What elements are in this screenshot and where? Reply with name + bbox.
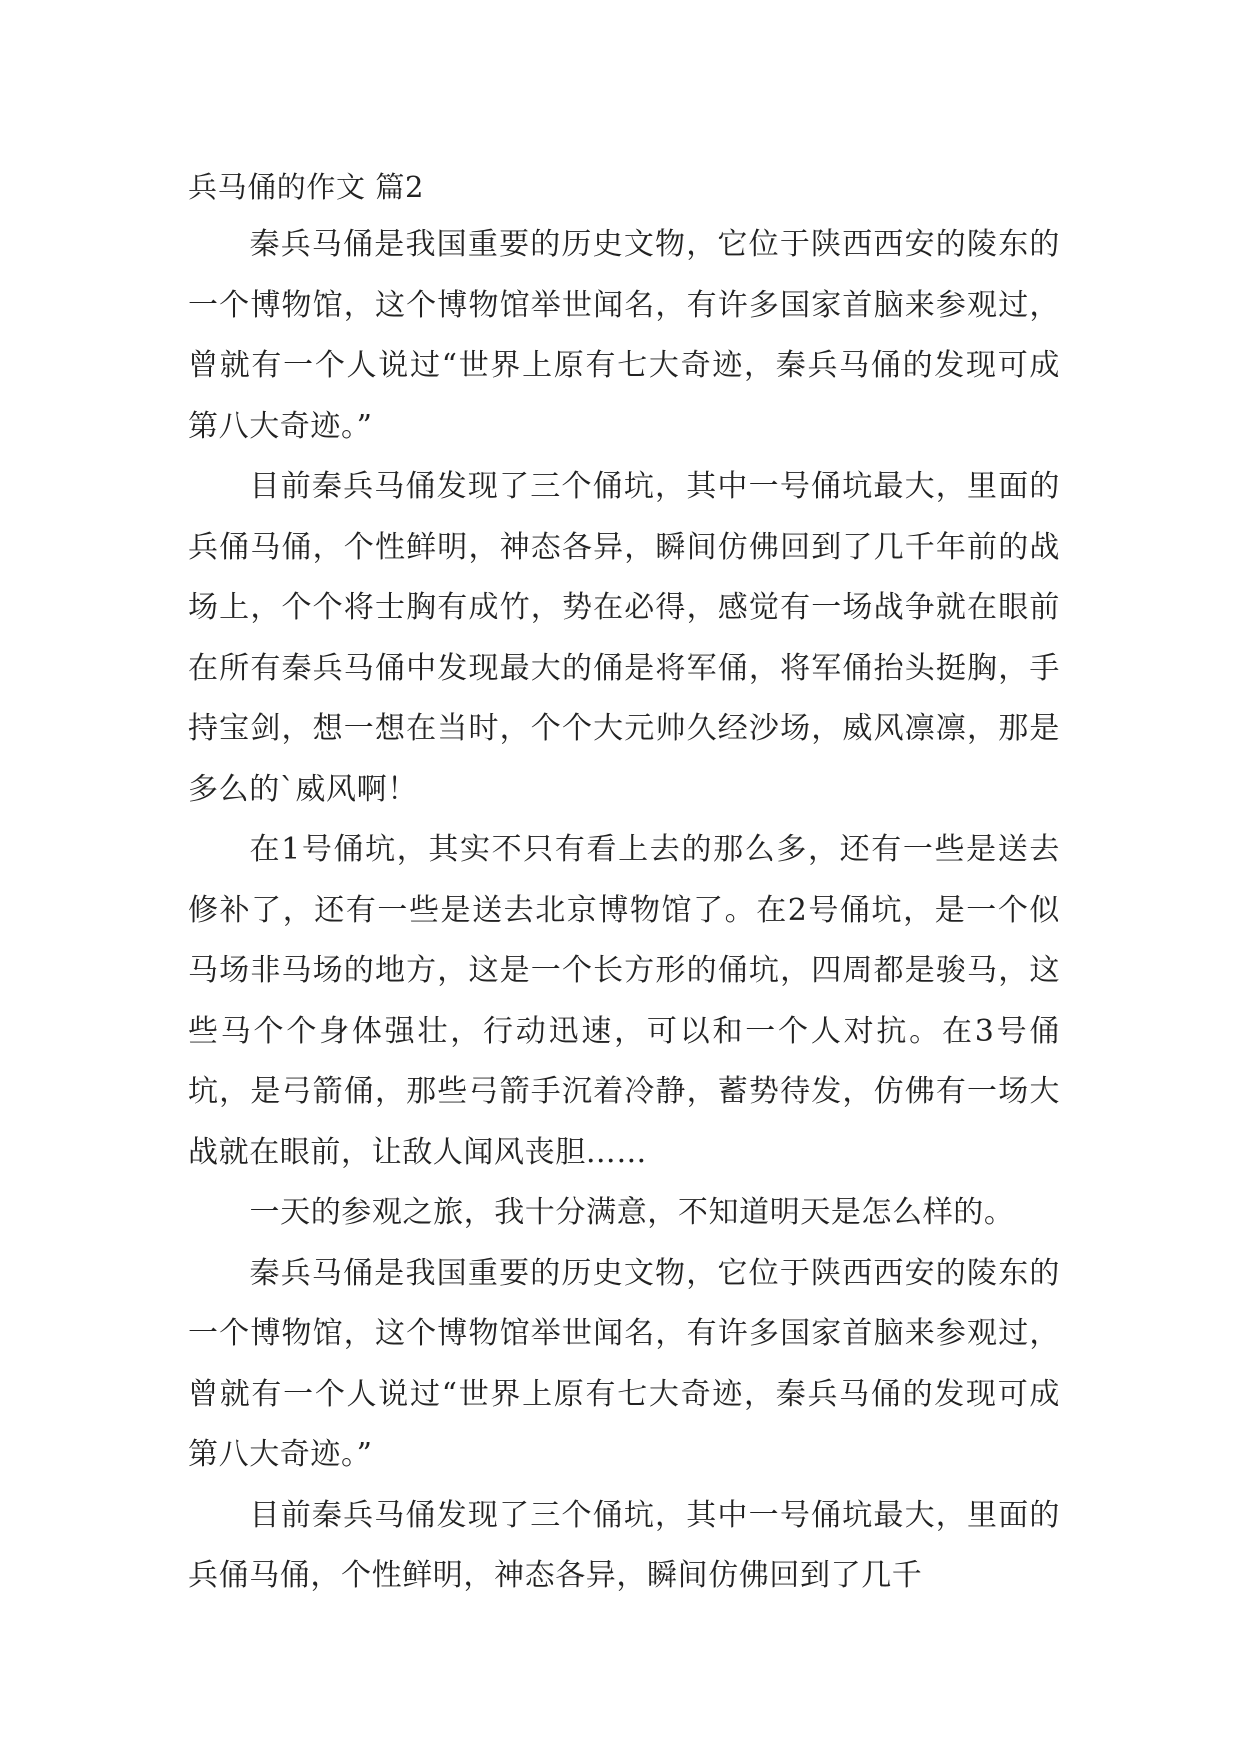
essay-paragraph: 秦兵马俑是我国重要的历史文物，它位于陕西西安的陵东的一个博物馆，这个博物馆举世闻名，有许多国家首脑来参观过，曾就有一个人说过“世界上原有七大奇迹，秦兵马俑的发现可成第八大奇迹。” <box>188 227 1060 444</box>
essay-paragraph: 一天的参观之旅，我十分满意，不知道明天是怎么样的。 <box>249 1195 1015 1230</box>
essay-paragraph: 在1号俑坑，其实不只有看上去的那么多，还有一些是送去修补了，还有一些是送去北京博物馆了。在2号俑坑，是一个似马场非马场的地方，这是一个长方形的俑坑，四周都是骏马，这些马个个身体强壮，行动迅速，可以和一个人对抗。在3号俑坑，是弓箭俑，那些弓箭手沉着冷静，蓄势待发，仿佛有一场大战就在眼前，让敌人闻风丧胆…… <box>188 832 1060 1170</box>
essay-paragraph: 秦兵马俑是我国重要的历史文物，它位于陕西西安的陵东的一个博物馆，这个博物馆举世闻名，有许多国家首脑来参观过，曾就有一个人说过“世界上原有七大奇迹，秦兵马俑的发现可成第八大奇迹。” <box>188 1255 1060 1472</box>
essay-paragraph: 目前秦兵马俑发现了三个俑坑，其中一号俑坑最大，里面的兵俑马俑，个性鲜明，神态各异，瞬间仿佛回到了几千年前的战场上，个个将士胸有成竹，势在必得，感觉有一场战争就在眼前在所有秦兵马俑中发现最大的俑是将军俑，将军俑抬头挺胸，手持宝剑，想一想在当时，个个大元帅久经沙场，威风凛凛，那是多么的`威风啊！ <box>188 469 1060 807</box>
essay-paragraph: 目前秦兵马俑发现了三个俑坑，其中一号俑坑最大，里面的兵俑马俑，个性鲜明，神态各异，瞬间仿佛回到了几千 <box>188 1497 1060 1593</box>
essay-title: 兵马俑的作文 篇2 <box>188 170 425 204</box>
essay-body <box>188 160 1060 1607</box>
